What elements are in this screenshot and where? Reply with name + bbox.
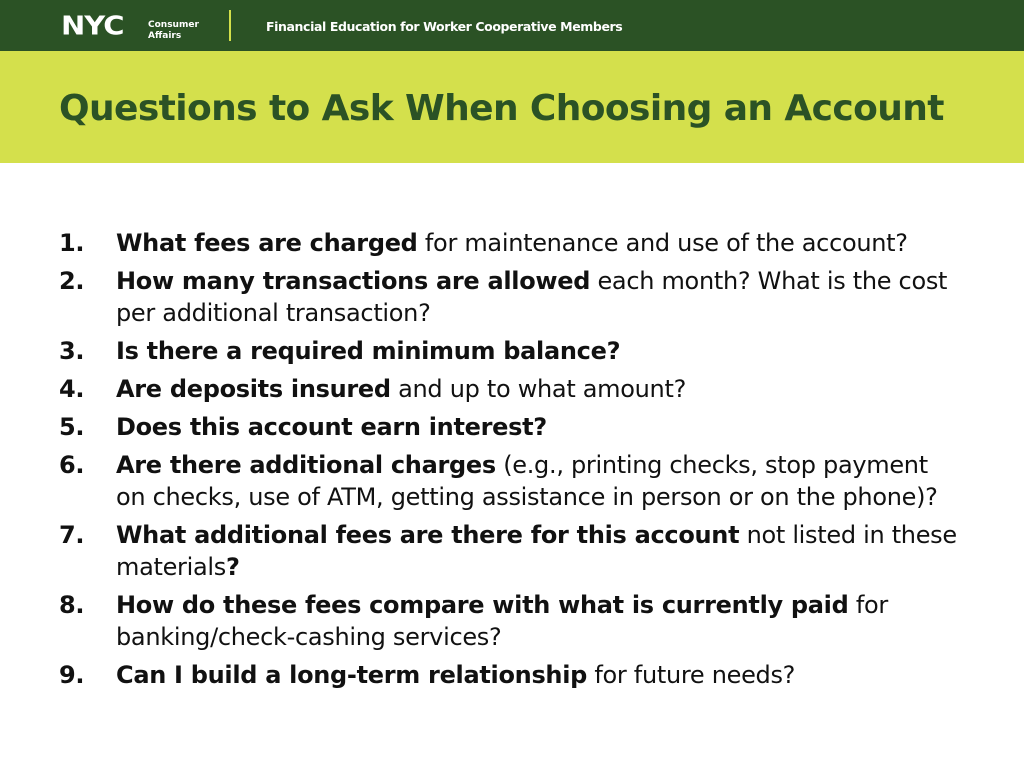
question-item [59, 519, 959, 583]
question-number: 9. [59, 661, 85, 689]
agency-name [148, 20, 199, 42]
question-text: for future needs? [587, 661, 796, 689]
header-divider [229, 10, 231, 41]
nyc-logo: NYC [61, 10, 124, 41]
question-item [59, 589, 959, 653]
question-item [59, 659, 959, 691]
question-number: 7. [59, 521, 85, 549]
agency-name-line-1: Consumer [148, 20, 199, 30]
question-number: 8. [59, 591, 85, 619]
question-item [59, 373, 959, 405]
program-title: Financial Education for Worker Cooperative Members [266, 19, 623, 34]
question-emphasis: Is there a required minimum balance? [116, 337, 621, 365]
question-number: 6. [59, 451, 85, 479]
question-item [59, 265, 959, 329]
page-title: Questions to Ask When Choosing an Account [59, 88, 944, 129]
question-emphasis: Are deposits insured [116, 375, 391, 403]
question-text: for maintenance and use of the account? [417, 229, 908, 257]
question-emphasis: Does this account earn interest? [116, 413, 547, 441]
question-number: 4. [59, 375, 85, 403]
question-text: not listed in these materials [116, 521, 957, 581]
question-item [59, 335, 959, 367]
question-item [59, 411, 959, 443]
top-header-bar [0, 0, 1024, 51]
question-text: each month? What is the cost per additional transaction? [116, 267, 948, 327]
question-number: 1. [59, 229, 85, 257]
question-number: 3. [59, 337, 85, 365]
question-item [59, 449, 959, 513]
question-emphasis: Can I build a long-term relationship [116, 661, 588, 689]
agency-name-line-2: Affairs [148, 31, 182, 41]
question-emphasis: How many transactions are allowed [116, 267, 591, 295]
question-emphasis: What fees are charged [116, 229, 418, 257]
questions-list [59, 227, 959, 697]
question-number: 2. [59, 267, 85, 295]
question-text: (e.g., printing checks, stop payment on checks, use of ATM, getting assistance in person or on the phone)? [116, 451, 938, 511]
question-item [59, 227, 959, 259]
question-emphasis: Are there additional charges [116, 451, 496, 479]
question-text: for banking/check-cashing services? [116, 591, 888, 651]
question-emphasis: How do these fees compare with what is currently paid [116, 591, 849, 619]
question-text: and up to what amount? [390, 375, 687, 403]
question-number: 5. [59, 413, 85, 441]
question-emphasis: What additional fees are there for this account [116, 521, 740, 549]
question-tail: ? [225, 553, 240, 581]
